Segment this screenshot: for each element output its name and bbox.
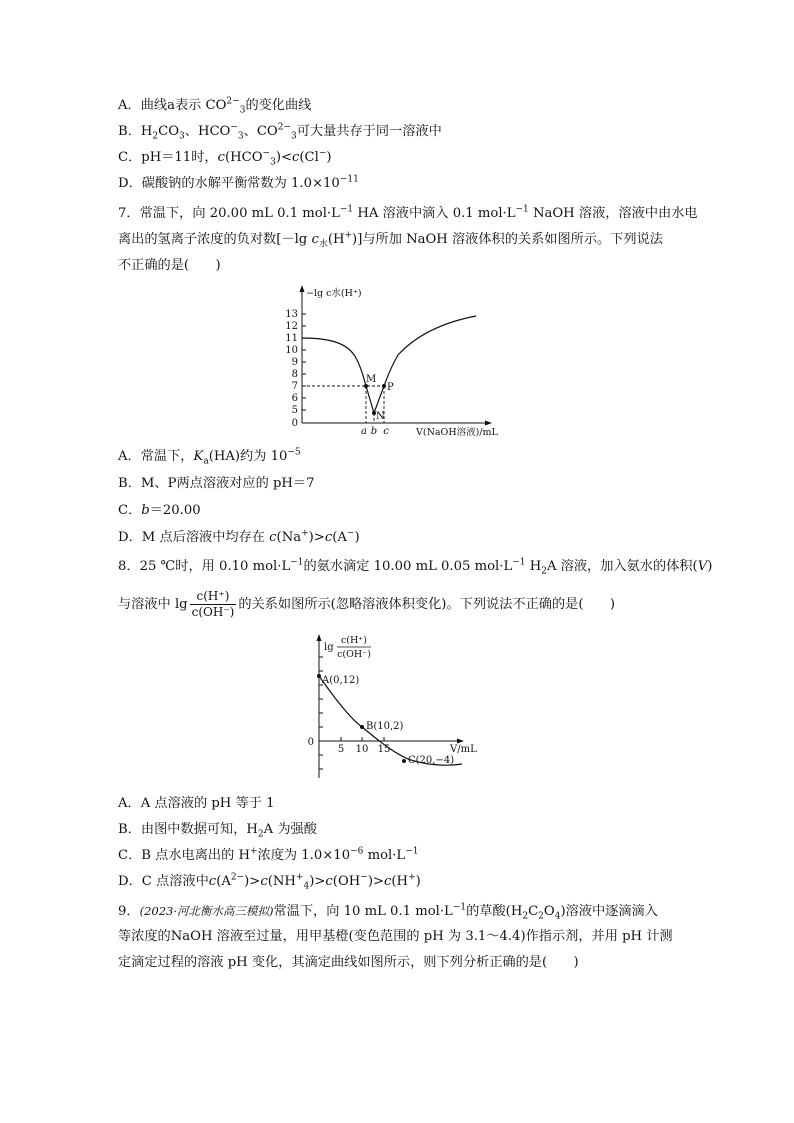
q8-option-d: D．C 点溶液中$c(A^{2-})>c(NH^+_4)>c(OH^-)>c(H^+)$: [118, 872, 421, 892]
q8-option-a: A．A 点溶液的 pH 等于 1: [118, 796, 275, 811]
q7-x-label: V(NaOH溶液)/mL: [416, 427, 498, 438]
q7-xtick-b: b: [370, 426, 378, 437]
q7-ytick-5: 5: [291, 405, 298, 416]
q6-option-d: D．碳酸钠的水解平衡常数为 $1.0\times 10^{-11}$: [118, 174, 359, 191]
q7-chart: [280, 283, 520, 441]
q7-label-N: N: [376, 411, 385, 422]
q8-y-label-lg: lg: [324, 642, 334, 653]
q6-option-c: C．pH＝11时，$c(HCO^-_3)<c(Cl^-)$: [118, 148, 332, 168]
q7-xtick-a: a: [361, 426, 367, 437]
q8-xtick-10: 10: [355, 744, 369, 755]
q7-label-P: P: [387, 382, 394, 393]
q7-stem-line3: 不正确的是( ): [118, 258, 221, 273]
q8-xtick-0: 0: [307, 737, 314, 748]
q7-y-ticks: [302, 314, 306, 410]
q7-xtick-c: c: [383, 426, 389, 437]
q8-option-b: B．由图中数据可知，$H_2A$ 为强酸: [118, 822, 317, 840]
q8-chart: [300, 630, 500, 782]
q6-option-a-text: A．曲线a表示 CO: [118, 98, 227, 113]
q7-option-a: A．常温下，$K_a(HA)$约为 $10^{-5}$: [118, 447, 301, 467]
q8-xtick-5: 5: [337, 744, 345, 755]
q8-x-label: V/mL: [450, 744, 477, 755]
q8-stem-line1: 8．25 ℃时，用 0.10 $mol\cdot L^{-1}$的氨水滴定 10.00 mL 0.05 $mol\cdot L^{-1}$ $H_2A$ 溶液，加入氨水的体积(V): [118, 557, 713, 577]
q7-ytick-0: 0: [291, 418, 298, 429]
q7-ytick-7: 7: [291, 381, 298, 392]
q7-label-M: M: [366, 374, 377, 385]
q7-y-arrow: [300, 285, 305, 292]
q7-option-b: B．M、P两点溶液对应的 pH＝7: [118, 476, 315, 491]
q8-point-B: [360, 725, 364, 729]
q7-stem-line1: 7．常温下，向 20.00 mL 0.1 $mol\cdot L^{-1}$ HA 溶液中滴入 0.1 $mol\cdot L^{-1}$ NaOH 溶液，溶液中由水电: [118, 204, 698, 221]
q7-x-arrow: [485, 421, 492, 426]
q7-point-P: [382, 384, 386, 388]
q8-point-C: [402, 759, 406, 763]
q7-ytick-12: 12: [285, 321, 298, 332]
q8-option-c: C．B 点水电离出的 H+浓度为 $1.0\times 10^{-6}$ $mol\cdot L^{-1}$: [118, 846, 419, 863]
q8-y-ticks: [319, 657, 323, 769]
q7-ytick-6: 6: [291, 393, 298, 404]
q9-stem-line1: 9．(2023·河北衡水高三模拟)常温下，向 10 mL 0.1 $mol\cdot L^{-1}$的草酸$(H_2C_2O_4)$溶液中逐滴滴入: [118, 902, 658, 922]
q7-stem-line2: 离出的氢离子浓度的负对数[－lg $c_水(H^+)$]与所加 NaOH 溶液体积的关系如图所示。下列说法: [118, 230, 663, 250]
q7-ytick-10: 10: [285, 345, 298, 356]
q8-label-B: B(10,2): [366, 721, 404, 732]
q6-option-b: B．$H_2CO_3$、$HCO^-_3$、$CO^{2-}_3$可大量共存于同一溶液中: [118, 122, 442, 142]
q8-label-C: C(20,−4): [408, 755, 455, 766]
q8-y-arrow: [317, 634, 322, 641]
q8-xtick-15: 15: [377, 744, 391, 755]
q8-y-label-num: c(H⁺): [340, 635, 368, 646]
q8-y-label-den: c(OH⁻): [337, 649, 371, 660]
q7-ytick-8: 8: [291, 369, 298, 380]
q6-option-a: A．曲线a表示 $CO^{2-}_3$的变化曲线: [118, 96, 312, 116]
q8-stem-line2: 与溶液中 lg $\frac{c(H^+)}{c(OH^-)}$ 的关系如图所示(忽略溶液体积变化)。下列说法不正确的是( ): [118, 589, 615, 619]
q8-x-arrow: [457, 739, 464, 744]
q8-point-A: [317, 674, 321, 678]
q9-source: (2023·河北衡水高三模拟): [139, 904, 274, 918]
q7-ytick-13: 13: [285, 309, 298, 320]
q8-label-A: A(0,12): [322, 675, 360, 686]
q7-curve: [302, 316, 476, 413]
q7-ytick-9: 9: [291, 357, 298, 368]
q7-option-c: C．b＝20.00: [118, 503, 201, 518]
q7-y-label: −lg c水(H⁺): [306, 288, 362, 299]
q9-stem-line2: 等浓度的NaOH 溶液至过量，用甲基橙(变色范围的 pH 为 3.1～4.4)作指示剂，并用 pH 计测: [118, 929, 673, 944]
q7-option-d: D．M 点后溶液中均存在 c(Na+)>c(A−): [118, 528, 360, 545]
q8-fraction: $\frac{c(H^+)}{c(OH^-)}$: [191, 589, 235, 619]
q9-stem-line3: 定滴定过程的溶液 pH 变化，其滴定曲线如图所示，则下列分析正确的是( ): [118, 955, 579, 970]
q7-ytick-11: 11: [285, 333, 298, 344]
